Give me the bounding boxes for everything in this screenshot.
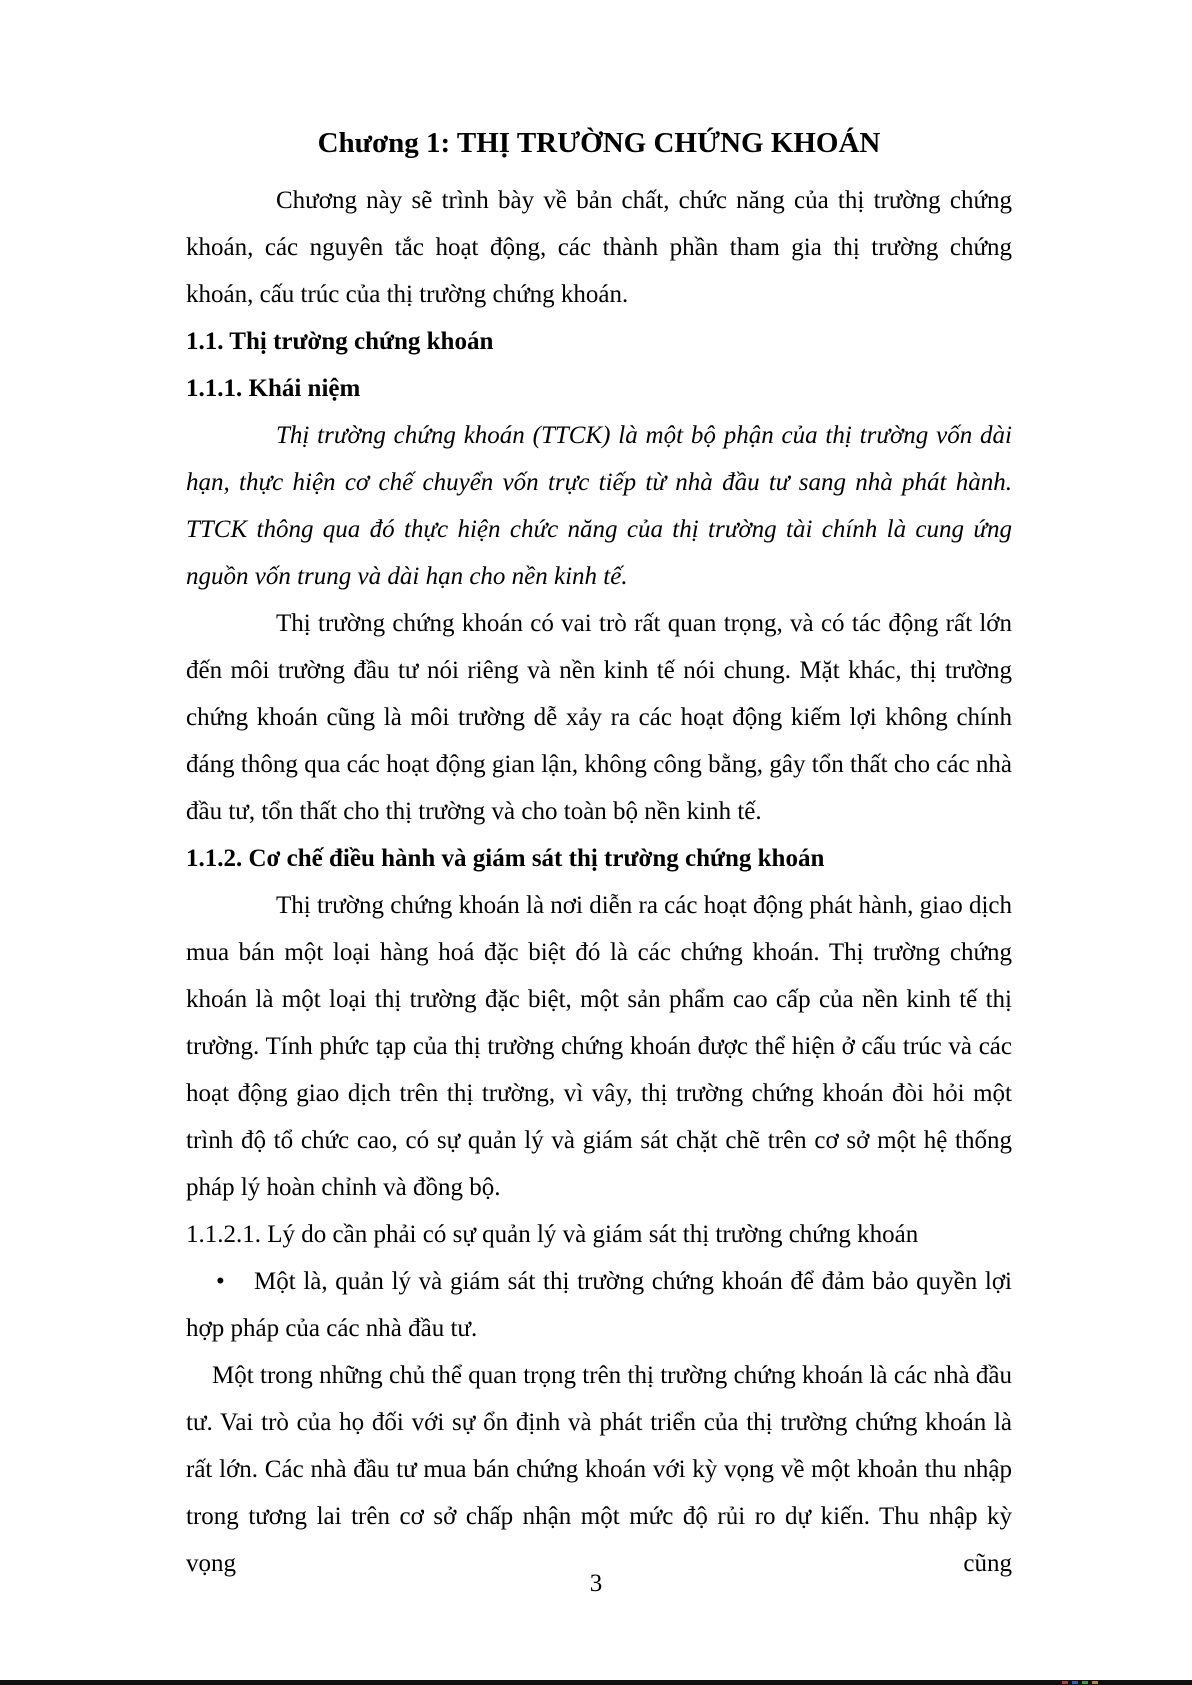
bullet-item (186, 1258, 1012, 1352)
definition-paragraph: Thị trường chứng khoán (TTCK) là một bộ phận của thị trường vốn dài hạn, thực hiện cơ chế chuyển vốn trực tiếp từ nhà đầu tư sang nhà phát hành. TTCK thông qua đó thực hiện chức năng của thị trường tài chính là cung ứng nguồn vốn trung và dài hạn cho nền kinh tế. (186, 422, 1012, 590)
chapter-title: Chương 1: THỊ TRƯỜNG CHỨNG KHOÁN (317, 127, 881, 159)
bullet-item-text: Một là, quản lý và giám sát thị trường chứng khoán để đảm bảo quyền lợi hợp pháp của các nhà đầu tư. (186, 1268, 1012, 1342)
taskbar-dot (1062, 1681, 1068, 1684)
role-paragraph: Thị trường chứng khoán có vai trò rất quan trọng, và có tác động rất lớn đến môi trường đầu tư nói riêng và nền kinh tế nói chung. Mặt khác, thị trường chứng khoán cũng là môi trường dễ xảy ra các hoạt động kiếm lợi không chính đáng thông qua các hoạt động gian lận, không công bằng, gây tổn thất cho các nhà đầu tư, tổn thất cho thị trường và cho toàn bộ nền kinh tế. (186, 610, 1012, 825)
bullet-icon: • (216, 1268, 225, 1295)
taskbar-icon-dots (1062, 1681, 1098, 1684)
taskbar-dot (1092, 1681, 1098, 1684)
taskbar-dot (1082, 1681, 1088, 1684)
mechanism-paragraph: Thị trường chứng khoán là nơi diễn ra các hoạt động phát hành, giao dịch mua bán một loại hàng hoá đặc biệt đó là các chứng khoán. Thị trường chứng khoán là một loại thị trường đặc biệt, một sản phẩm cao cấp của nền kinh tế thị trường. Tính phức tạp của thị trường chứng khoán được thể hiện ở cấu trúc và các hoạt động giao dịch trên thị trường, vì vây, thị trường chứng khoán đòi hỏi một trình độ tổ chức cao, có sự quản lý và giám sát chặt chẽ trên cơ sở một hệ thống pháp lý hoàn chỉnh và đồng bộ. (186, 892, 1012, 1201)
investor-paragraph: Một trong những chủ thể quan trọng trên thị trường chứng khoán là các nhà đầu tư. Vai trò của họ đối với sự ổn định và phát triển của thị trường chứng khoán là rất lớn. Các nhà đầu tư mua bán chứng khoán với kỳ vọng về một khoản thu nhập trong tương lai trên cơ sở chấp nhận một mức độ rủi ro dự kiến. Thu nhập kỳ vọng cũng (186, 1362, 1012, 1577)
heading-1-1-2: 1.1.2. Cơ chế điều hành và giám sát thị trường chứng khoán (186, 845, 825, 872)
intro-paragraph: Chương này sẽ trình bày về bản chất, chức năng của thị trường chứng khoán, các nguyên tắc hoạt động, các thành phần tham gia thị trường chứng khoán, cấu trúc của thị trường chứng khoán. (186, 187, 1012, 308)
taskbar-dot (1072, 1681, 1078, 1684)
heading-1-1: 1.1. Thị trường chứng khoán (186, 328, 494, 355)
document-page (186, 120, 1012, 1587)
heading-1-1-1: 1.1.1. Khái niệm (186, 375, 361, 402)
page-number: 3 (589, 1570, 603, 1597)
taskbar-edge (0, 1680, 1192, 1685)
heading-1-1-2-1: 1.1.2.1. Lý do cần phải có sự quản lý và giám sát thị trường chứng khoán (186, 1221, 919, 1248)
